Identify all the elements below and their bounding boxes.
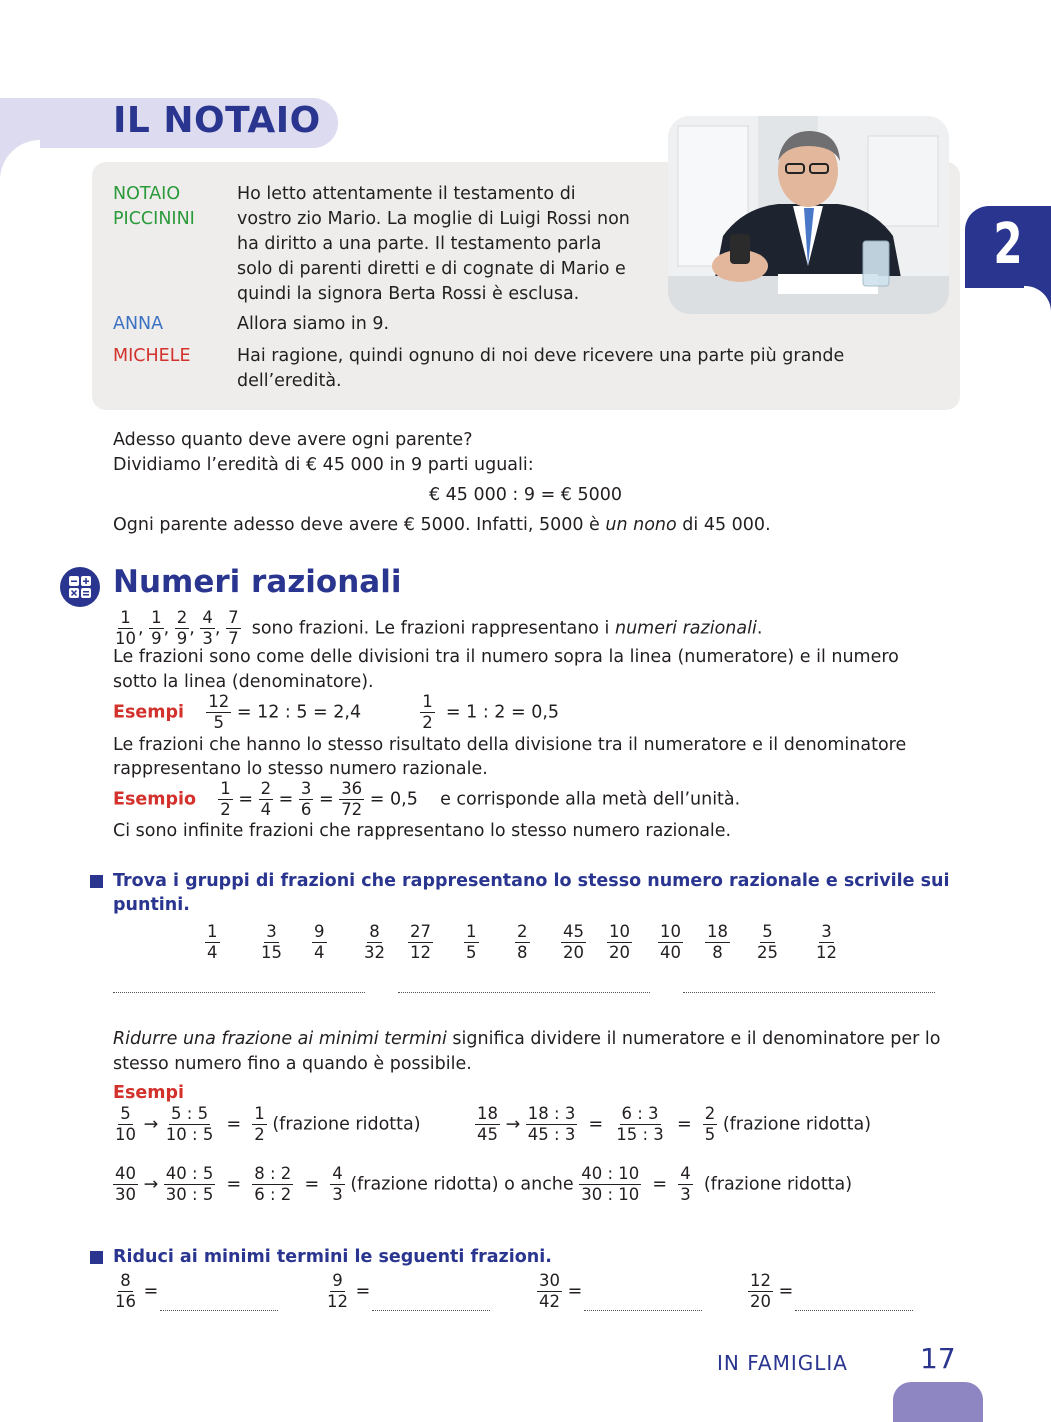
intro-line: Ogni parente adesso deve avere € 5000. Infatti, 5000 è un nono di 45 000. (113, 515, 771, 535)
fraction: $\frac{2}{9}$ (176, 608, 188, 648)
paragraph-line: Le frazioni sono come delle divisioni tra il numero sopra la linea (numeratore) e il numero (113, 647, 899, 667)
fraction: $\frac{9}{4}$ (314, 922, 325, 962)
fraction: $\frac{6 : 3}{15 : 3}$ (616, 1104, 664, 1144)
answer-line[interactable] (584, 1310, 702, 1311)
fraction: $\frac{1}{5}$ (466, 922, 477, 962)
section-title: Numeri razionali (113, 564, 402, 600)
task-bullet-icon (90, 875, 103, 888)
page-number: 17 (920, 1342, 956, 1375)
speaker-michele: MICHELE (113, 346, 191, 366)
fraction: $\frac{4}{3}$ (680, 1164, 691, 1204)
fraction: $\frac{2}{8}$ (517, 922, 528, 962)
fraction: $\frac{18 : 3}{45 : 3}$ (527, 1104, 576, 1144)
speech-line: dell’eredità. (237, 371, 342, 391)
fractions-intro: $\frac{1}{10}$ , $\frac{1}{9}$ , $\frac{2}{9}$ , $\frac{4}{3}$ , $\frac{7}{7}$ sono frazioni. Le frazioni rappresentano i numeri razionali. (115, 608, 763, 648)
intro-line: Adesso quanto deve avere ogni parente? (113, 430, 473, 450)
examples-row: Esempi $\frac{12}{5}$ = 12 : 5 = 2,4 $\frac{1}{2}$ = 1 : 2 = 0,5 (113, 692, 560, 732)
reduce-example-b: $\frac{18}{45}$ → $\frac{18 : 3}{45 : 3}$ = $\frac{6 : 3}{15 : 3}$ = $\frac{2}{5}$ (frazione ridotta) (477, 1104, 872, 1144)
answer-line[interactable] (683, 992, 935, 993)
paragraph-line: Ci sono infinite frazioni che rappresentano lo stesso numero razionale. (113, 821, 732, 841)
task-instruction: Trova i gruppi di frazioni che rappresentano lo stesso numero razionale e scrivile sui puntini. (113, 871, 950, 915)
speech-line: Hai ragione, quindi ognuno di noi deve ricevere una parte più grande (237, 346, 845, 366)
fraction: $\frac{1}{9}$ (151, 608, 162, 648)
fraction: $\frac{5}{10}$ (115, 1104, 136, 1144)
footer-label: IN FAMIGLIA (717, 1351, 848, 1375)
fraction: $\frac{12}{20}$ (750, 1271, 771, 1311)
task-bullet-icon (90, 1251, 103, 1264)
fraction: $\frac{1}{2}$ (422, 692, 433, 732)
calculator-icon (60, 567, 100, 607)
fraction: $\frac{1}{2}$ (254, 1104, 265, 1144)
fraction: $\frac{2}{5}$ (704, 1104, 716, 1144)
fraction: $\frac{9}{12}$ (327, 1271, 348, 1311)
intro-formula: € 45 000 : 9 = € 5000 (428, 485, 623, 505)
fraction: $\frac{10}{20}$ (609, 922, 630, 962)
intro-line: Dividiamo l’eredità di € 45 000 in 9 parti uguali: (113, 455, 534, 475)
notary-photo (668, 116, 949, 314)
examples-label: Esempi (113, 1083, 184, 1103)
speech-line: vostro zio Mario. La moglie di Luigi Rossi non (237, 209, 630, 229)
reduce-example-a: $\frac{5}{10}$ → $\frac{5 : 5}{10 : 5}$ = $\frac{1}{2}$ (frazione ridotta) (115, 1104, 421, 1144)
fraction: $\frac{1}{4}$ (207, 922, 218, 962)
chapter-number: 2 (993, 212, 1023, 277)
fraction: $\frac{40}{30}$ (115, 1164, 136, 1204)
fraction: $\frac{45}{20}$ (563, 922, 584, 962)
fraction-set (205, 922, 855, 966)
paragraph-line: stesso numero fino a quando è possibile. (113, 1054, 472, 1074)
exercise-item: $\frac{12}{20}$ = (750, 1271, 794, 1311)
title-tab-curve (0, 140, 40, 180)
speech-line: Allora siamo in 9. (237, 314, 390, 334)
paragraph-line: sotto la linea (denominatore). (113, 672, 374, 692)
reduce-example-c: $\frac{40}{30}$ → $\frac{40 : 5}{30 : 5}$ = $\frac{8 : 2}{6 : 2}$ = $\frac{4}{3}$ (frazione ridotta) o anche $\frac{40 : 10}{30 : 10}$ = $\frac{4}{3}$ (frazione ridotta) (115, 1164, 853, 1204)
speech-line: solo di parenti diretti e di cognate di Mario e (237, 259, 626, 279)
speech-line: Ho letto attentamente il testamento di (237, 184, 576, 204)
fraction: $\frac{8}{32}$ (364, 922, 385, 962)
fraction: $\frac{5 : 5}{10 : 5}$ (165, 1104, 214, 1144)
fraction: $\frac{40 : 5}{30 : 5}$ (165, 1164, 214, 1204)
speaker-piccinini: PICCININI (113, 209, 195, 229)
fraction: $\frac{18}{45}$ (477, 1104, 498, 1144)
fraction: $\frac{4}{3}$ (202, 608, 213, 648)
fraction: $\frac{36}{72}$ (341, 779, 363, 819)
fraction: $\frac{1}{2}$ (220, 779, 231, 819)
answer-line[interactable] (372, 1310, 490, 1311)
fraction: $\frac{8 : 2}{6 : 2}$ (254, 1164, 292, 1204)
speech-line: ha diritto a una parte. Il testamento parla (237, 234, 602, 254)
fraction: $\frac{3}{12}$ (816, 922, 837, 962)
speaker-notaio: NOTAIO (113, 184, 181, 204)
exercise-item: $\frac{9}{12}$ = (327, 1271, 371, 1311)
paragraph-line: Ridurre una frazione ai minimi termini significa dividere il numeratore e il denominatore per lo (113, 1029, 941, 1049)
fraction: $\frac{5}{25}$ (757, 922, 778, 962)
fraction: $\frac{12}{5}$ (208, 692, 230, 732)
answer-line[interactable] (160, 1310, 278, 1311)
page-title: IL NOTAIO (113, 100, 321, 141)
fraction: $\frac{8}{16}$ (115, 1271, 136, 1311)
task-instruction: Riduci ai minimi termini le seguenti frazioni. (113, 1247, 552, 1267)
fraction: $\frac{27}{12}$ (410, 922, 431, 962)
page-tab (893, 1382, 983, 1422)
exercise-item: $\frac{8}{16}$ = (115, 1271, 159, 1311)
answer-line[interactable] (113, 992, 365, 993)
paragraph-line: Le frazioni che hanno lo stesso risultato della divisione tra il numeratore e il denominatore (113, 735, 907, 755)
speech-line: quindi la signora Berta Rossi è esclusa. (237, 284, 580, 304)
answer-line[interactable] (795, 1310, 913, 1311)
fraction: $\frac{1}{10}$ (115, 608, 136, 648)
speaker-anna: ANNA (113, 314, 164, 334)
chapter-tab-tail (1024, 286, 1051, 312)
exercise-item: $\frac{30}{42}$ = (539, 1271, 583, 1311)
fraction: $\frac{40 : 10}{30 : 10}$ (581, 1164, 640, 1204)
fraction: $\frac{18}{8}$ (707, 922, 728, 962)
equivalent-example: Esempio $\frac{1}{2}$ = $\frac{2}{4}$ = $\frac{3}{6}$ = $\frac{36}{72}$ = 0,5 e corrisponde alla metà dell’unità. (113, 779, 741, 819)
fraction: $\frac{30}{42}$ (539, 1271, 560, 1311)
fraction: $\frac{7}{7}$ (228, 608, 239, 648)
fraction: $\frac{3}{6}$ (300, 779, 312, 819)
paragraph-line: rappresentano lo stesso numero razionale. (113, 759, 488, 779)
answer-line[interactable] (398, 992, 650, 993)
fraction: $\frac{10}{40}$ (660, 922, 681, 962)
fraction: $\frac{4}{3}$ (332, 1164, 343, 1204)
fraction: $\frac{3}{15}$ (261, 922, 282, 962)
fraction: $\frac{2}{4}$ (260, 779, 272, 819)
